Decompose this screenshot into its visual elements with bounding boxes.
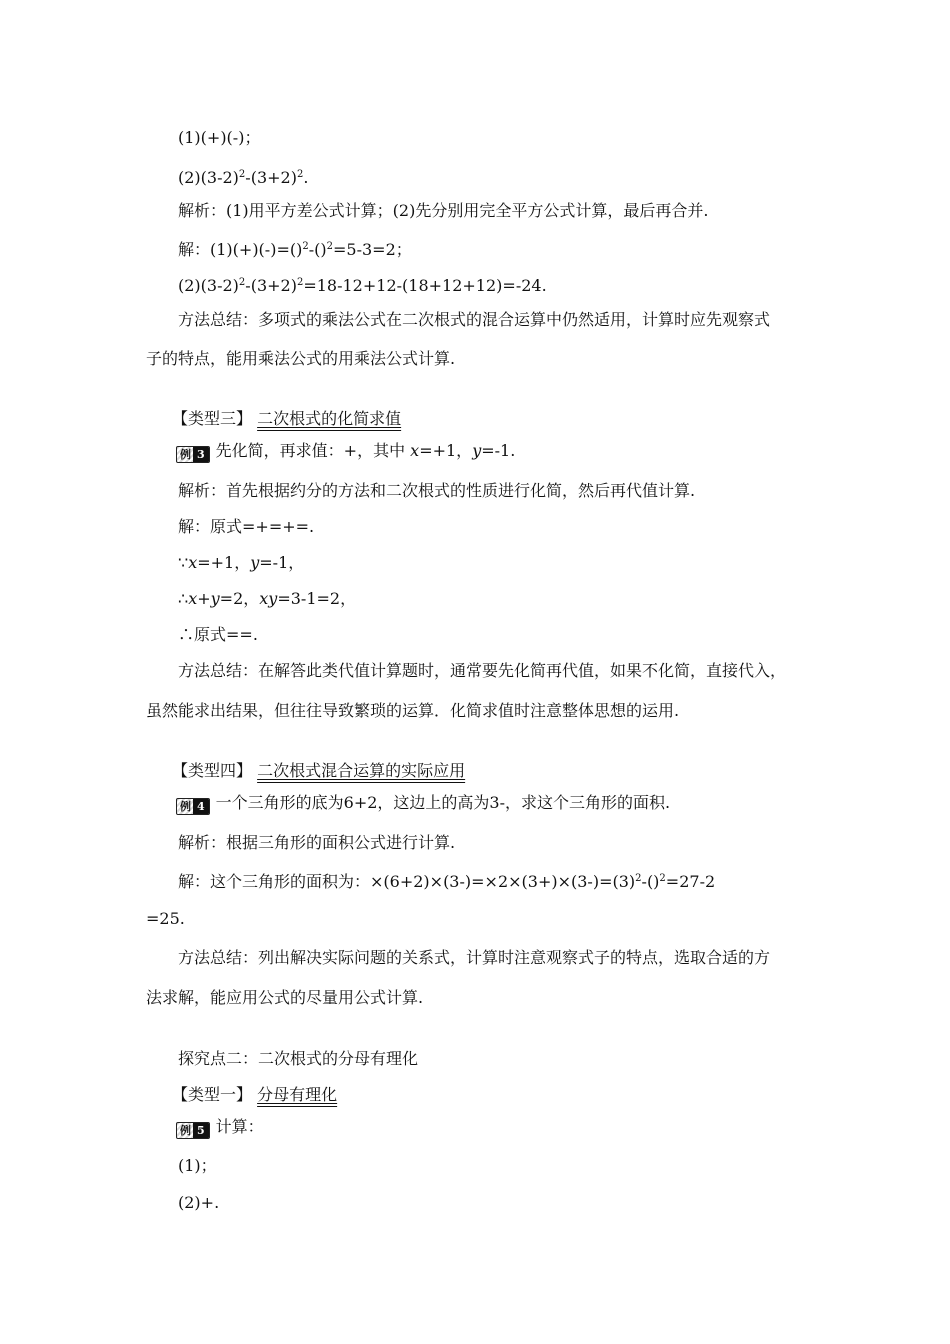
type-label: 【类型一】 [172, 1085, 253, 1104]
example-number: 4 [193, 799, 209, 814]
text: 子的特点，能用乘法公式的用乘法公式计算. [146, 349, 456, 368]
text: 虽然能求出结果，但往往导致繁琐的运算．化简求值时注意整体思想的运用. [146, 701, 680, 720]
text: 法求解，能应用公式的尽量用公式计算. [146, 988, 424, 1007]
exponent: 2 [238, 277, 246, 288]
text: 解析：根据三角形的面积公式进行计算. [178, 833, 456, 852]
type-label: 【类型四】 [172, 761, 253, 780]
text: 解析：(1)用平方差公式计算；(2)先分别用完全平方公式计算，最后再合并. [178, 201, 709, 220]
solution-3-step-3 [178, 589, 356, 609]
type-1-heading [172, 1085, 337, 1105]
text: 探究点二：二次根式的分母有理化 [178, 1049, 419, 1068]
problem-5-part-1 [178, 1156, 217, 1176]
text: 先化简，再求值：+，其中 [215, 441, 411, 460]
text: (2)(3-2) [178, 168, 239, 187]
text: =+1， [197, 553, 251, 572]
text: -() [641, 872, 660, 891]
example-badge [176, 446, 210, 463]
text: =2， [219, 589, 260, 608]
text: (2)+. [178, 1193, 220, 1212]
text: 解：这个三角形的面积为：×(6+2)×(3-)=×2×(3+)×(3-)=(3) [178, 872, 636, 891]
variable: x [188, 553, 198, 572]
problem-part-2 [178, 165, 308, 188]
text: -(3+2) [245, 168, 297, 187]
text: 解：原式=+=+=. [178, 517, 315, 536]
text: =25. [146, 909, 185, 928]
text: =+1， [419, 441, 473, 460]
method-summary-2-cont [146, 349, 455, 369]
text: -(3+2) [245, 276, 297, 295]
exponent: 2 [296, 277, 304, 288]
text: 一个三角形的底为6+2，这边上的高为3-，求这个三角形的面积. [215, 793, 671, 812]
exponent: 2 [635, 873, 642, 884]
text: =5-3=2； [332, 240, 412, 259]
example-label: 例 [180, 1124, 191, 1137]
text: 解：(1)(+)(-)=() [178, 240, 303, 259]
text: + [197, 589, 211, 608]
text: ∴原式==. [178, 625, 258, 644]
type-title: 分母有理化 [257, 1085, 338, 1104]
text: . [303, 168, 309, 187]
variable: xy [259, 589, 278, 608]
text: 解析：首先根据约分的方法和二次根式的性质进行化简，然后再代值计算. [178, 481, 696, 500]
analysis-4 [178, 833, 455, 853]
text: 方法总结：多项式的乘法公式在二次根式的混合运算中仍然适用，计算时应先观察式 [178, 310, 771, 329]
variable: y [250, 553, 260, 572]
text: (2)(3-2) [178, 276, 239, 295]
method-summary-3 [178, 661, 786, 681]
solution-4-cont [146, 909, 185, 929]
exponent: 2 [296, 169, 304, 180]
method-summary-4 [178, 948, 770, 968]
method-summary-4-cont [146, 988, 423, 1008]
variable: x [188, 589, 198, 608]
text: =3-1=2， [277, 589, 357, 608]
solution-3-step-2 [178, 553, 304, 573]
example-badge [176, 1122, 210, 1139]
text: 方法总结：在解答此类代值计算题时，通常要先化简再代值，如果不化简，直接代入， [178, 661, 787, 680]
analysis-2 [178, 201, 708, 221]
text: 方法总结：列出解决实际问题的关系式，计算时注意观察式子的特点，选取合适的方 [178, 948, 771, 967]
text: =27-2 [665, 872, 716, 891]
type-4-heading [172, 761, 465, 781]
type-title: 二次根式的化简求值 [257, 409, 402, 428]
variable: x [410, 441, 420, 460]
text: (1)； [178, 1156, 217, 1175]
variable: y [210, 589, 220, 608]
text: =18-12+12-(18+12+12)=-24. [303, 276, 547, 295]
exponent: 2 [302, 241, 309, 252]
text: -() [308, 240, 327, 259]
text: =-1， [259, 553, 305, 572]
solution-2-part-2 [178, 273, 547, 296]
example-label: 例 [180, 448, 191, 461]
variable: y [472, 441, 482, 460]
example-3 [176, 441, 515, 463]
text: 计算： [215, 1117, 264, 1136]
because-symbol: ∵ [178, 553, 189, 572]
text: (1)(+)(-)； [178, 128, 261, 147]
analysis-3 [178, 481, 695, 501]
problem-part-1 [178, 128, 260, 148]
type-3-heading [172, 409, 401, 429]
method-summary-3-cont [146, 701, 679, 721]
example-label: 例 [180, 800, 191, 813]
type-title: 二次根式混合运算的实际应用 [257, 761, 466, 780]
method-summary-2 [178, 310, 770, 330]
section-heading-2 [178, 1049, 418, 1069]
exponent: 2 [326, 241, 333, 252]
type-label: 【类型三】 [172, 409, 253, 428]
example-4 [176, 793, 670, 815]
solution-3-step-1 [178, 517, 314, 537]
solution-3-step-4 [178, 625, 258, 645]
exponent: 2 [238, 169, 246, 180]
text: =-1. [481, 441, 516, 460]
therefore-symbol: ∴ [178, 589, 189, 608]
example-number: 3 [193, 447, 209, 462]
solution-4 [178, 869, 715, 892]
example-5 [176, 1117, 264, 1139]
exponent: 2 [659, 873, 666, 884]
example-number: 5 [193, 1123, 209, 1138]
problem-5-part-2 [178, 1193, 219, 1213]
solution-2-part-1 [178, 237, 412, 260]
example-badge [176, 798, 210, 815]
